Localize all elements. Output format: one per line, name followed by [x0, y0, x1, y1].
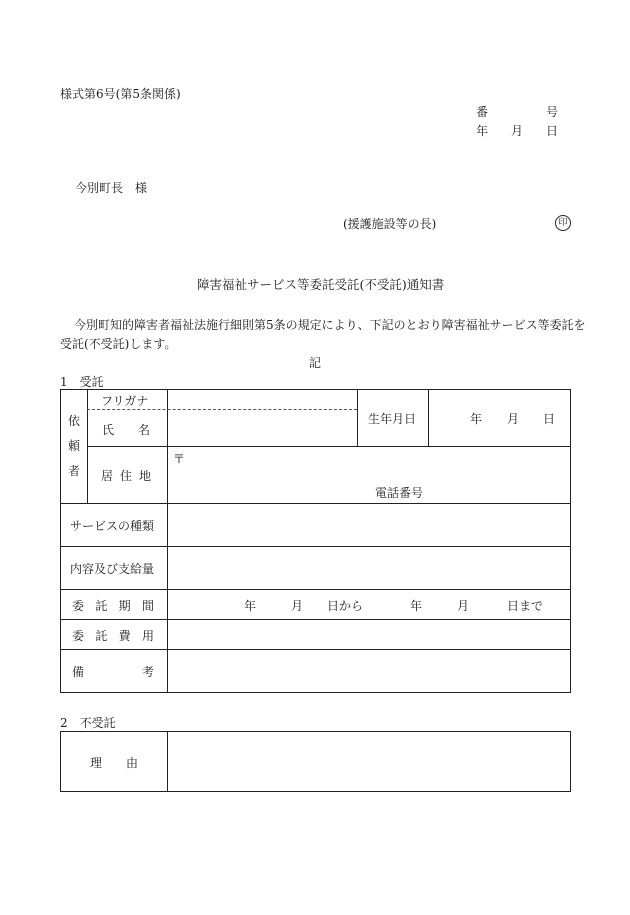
birth-year: 年 [470, 412, 483, 426]
name-label: 氏 名 [102, 423, 150, 437]
period-month-1: 月 [291, 599, 304, 613]
fee-label: 委 託 費 用 [72, 629, 154, 643]
remarks-label: 備 考 [72, 665, 154, 679]
document-title: 障害福祉サービス等委託受託(不受託)通知書 [197, 277, 445, 292]
address-label: 居 住 地 [101, 469, 151, 483]
addressee: 今別町長 様 [75, 181, 148, 195]
ki-mark: 記 [309, 356, 322, 370]
phone-label: 電話番号 [375, 486, 424, 500]
period-day-until: 日まで [507, 599, 544, 613]
postal-mark: 〒 [173, 452, 186, 466]
content-amount-label: 内容及び支給量 [70, 562, 155, 576]
body-line-1: 今別町知的障害者福祉法施行細則第5条の規定により、下記のとおり障害福祉サービス等委託を [74, 318, 586, 332]
requester-label: 依 頼 者 [67, 414, 80, 478]
period-month-2: 月 [457, 599, 470, 613]
date-year: 年 [476, 124, 489, 138]
reason-label: 理 由 [90, 756, 138, 770]
number-go: 号 [546, 105, 559, 119]
period-label: 委 託 期 間 [72, 599, 154, 613]
furigana-label: フリガナ [101, 394, 149, 408]
birth-day: 日 [543, 412, 556, 426]
sender-label: (援護施設等の長) [343, 217, 437, 231]
period-year-2: 年 [410, 599, 423, 613]
date-day: 日 [546, 124, 559, 138]
service-type-label: サービスの種類 [70, 519, 155, 533]
birth-month: 月 [507, 412, 520, 426]
number-ban: 番 [476, 105, 489, 119]
body-line-2: 受託(不受託)します。 [60, 337, 177, 351]
form-label: 様式第6号(第5条関係) [60, 87, 181, 101]
period-day-from: 日から [327, 599, 364, 613]
section-2-heading: 2 不受託 [60, 716, 116, 730]
seal-icon: 印 [555, 215, 571, 231]
period-year-1: 年 [244, 599, 257, 613]
date-month: 月 [511, 124, 524, 138]
section-1-heading: 1 受託 [60, 375, 104, 389]
birthdate-label: 生年月日 [368, 412, 417, 426]
